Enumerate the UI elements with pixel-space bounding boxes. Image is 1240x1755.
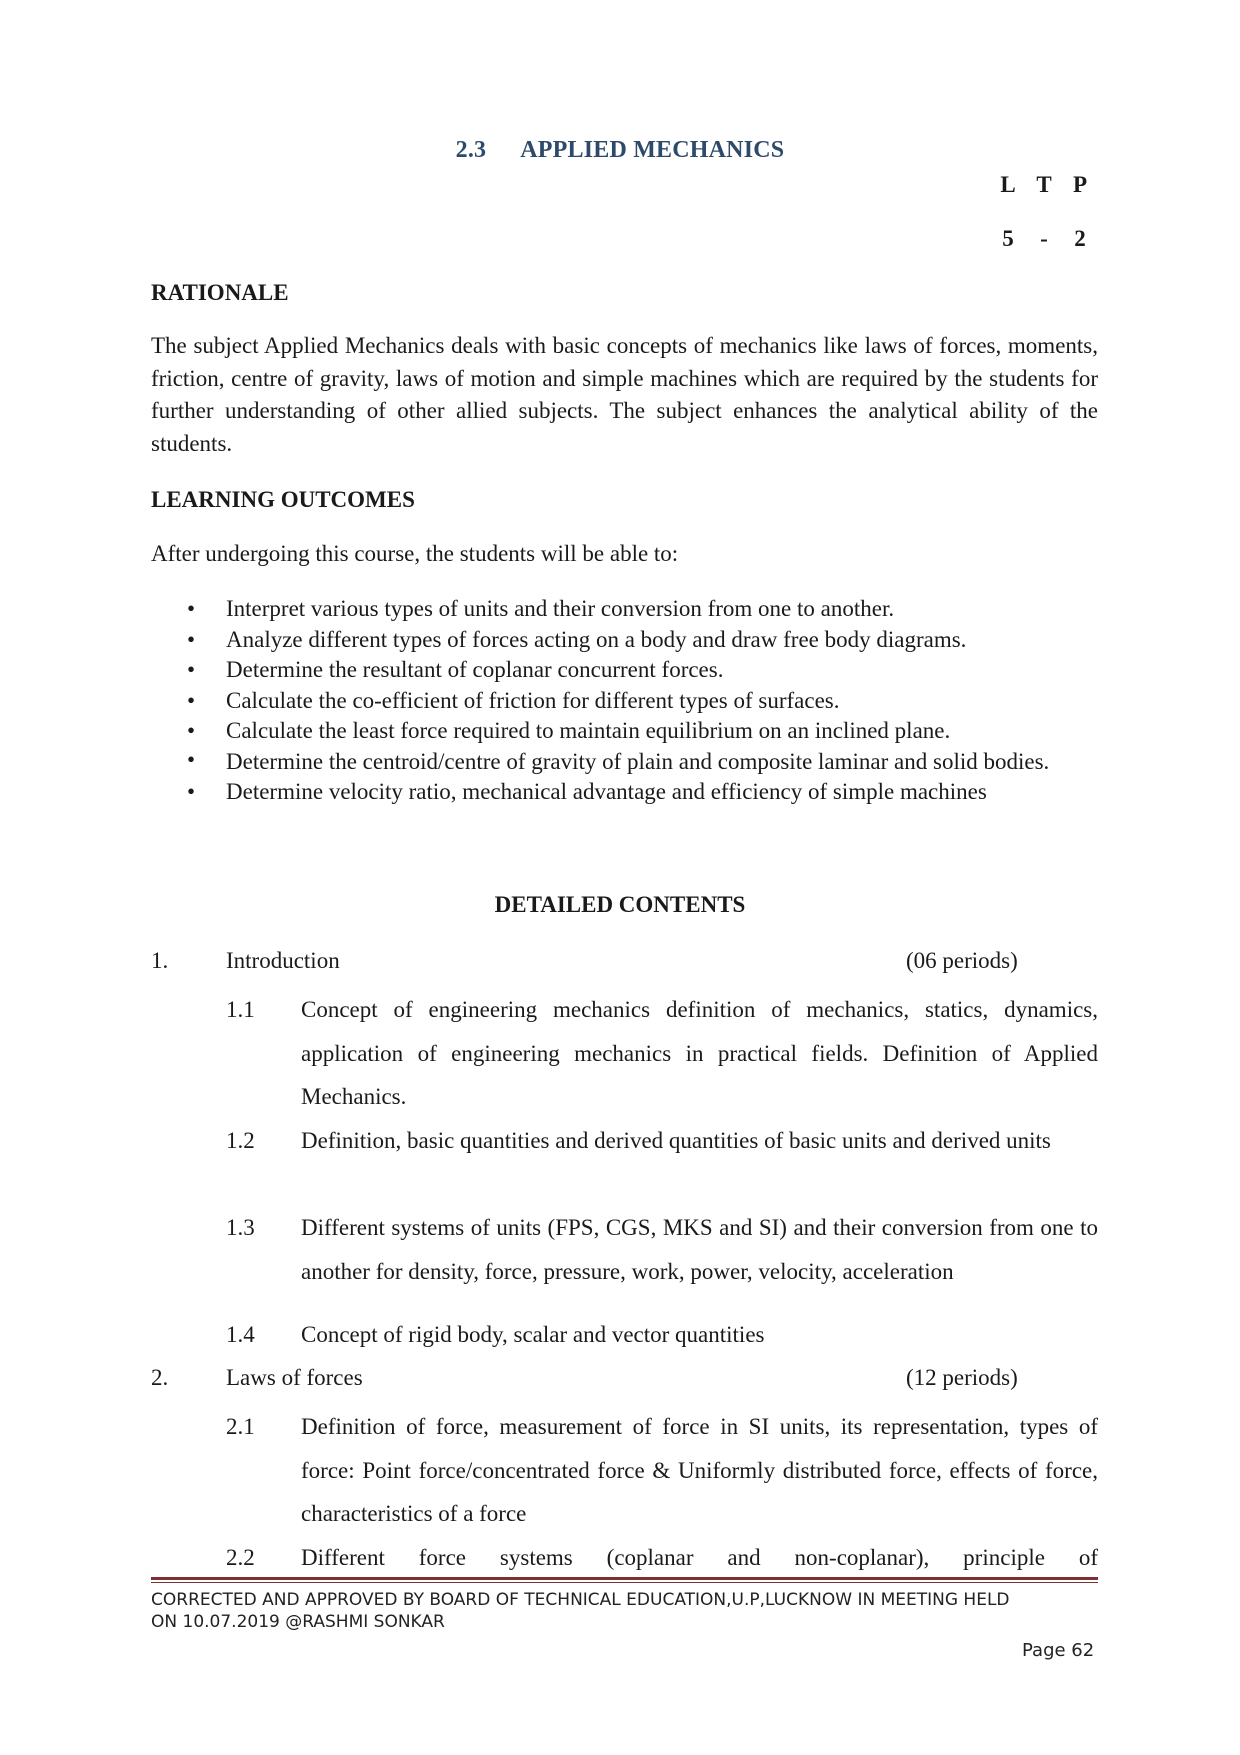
topic-number: 2.2 bbox=[226, 1545, 255, 1570]
topic-text: Different force systems (coplanar and non-coplanar), principle of bbox=[301, 1545, 1098, 1570]
topic-number: 2.1 bbox=[226, 1414, 255, 1439]
topic-item bbox=[226, 988, 1098, 1119]
detailed-contents-heading: DETAILED CONTENTS bbox=[494, 892, 746, 917]
learning-outcomes-heading: LEARNING OUTCOMES bbox=[151, 487, 415, 512]
footer-rule bbox=[151, 1577, 1098, 1580]
ltp-value-p: 2 bbox=[1074, 226, 1086, 251]
bullet-icon: • bbox=[187, 596, 196, 621]
section-number: 2.3 bbox=[455, 137, 487, 163]
ltp-values bbox=[990, 226, 1100, 252]
outcome-item bbox=[151, 594, 1098, 625]
unit-number: 2. bbox=[151, 1365, 169, 1390]
unit-row bbox=[151, 1365, 1111, 1395]
outcome-text: Calculate the co-efficient of friction for different types of surfaces. bbox=[226, 687, 840, 713]
unit-row bbox=[151, 948, 1111, 978]
ltp-value-t: - bbox=[1040, 226, 1048, 251]
outcome-text: Interpret various types of units and their conversion from one to another. bbox=[226, 596, 895, 621]
outcome-text: Analyze different types of forces acting on a body and draw free body diagrams. bbox=[226, 626, 967, 652]
bullet-icon: • bbox=[187, 718, 196, 743]
page-number: Page 62 bbox=[1022, 1640, 1095, 1661]
outcome-item bbox=[151, 686, 1098, 717]
topic-item bbox=[226, 1313, 1098, 1357]
topic-text: Concept of engineering mechanics definition of mechanics, statics, dynamics, application of engineering mechanics in practical fields. Definition of Applied Mechanics. bbox=[301, 997, 1098, 1109]
topic-item bbox=[226, 1206, 1098, 1293]
rationale-heading: RATIONALE bbox=[151, 280, 289, 305]
rationale-text: The subject Applied Mechanics deals with basic concepts of mechanics like laws of forces, moments, friction, centre of gravity, laws of motion and simple machines which are required by the students for further understanding of other allied subjects. The subject enhances the analytical ability of the students. bbox=[151, 333, 1098, 456]
bullet-icon: • bbox=[187, 778, 196, 804]
bullet-icon: • bbox=[187, 626, 196, 652]
bullet-icon: • bbox=[187, 657, 196, 682]
footer-rule-thin bbox=[151, 1582, 1098, 1583]
topic-text: Definition of force, measurement of force in SI units, its representation, types of force: Point force/concentrated force & Uniformly distributed force, effects of force, characteristics of a force bbox=[301, 1414, 1098, 1526]
topic-number: 1.4 bbox=[226, 1322, 255, 1347]
topic-text: Different systems of units (FPS, CGS, MKS and SI) and their conversion from one to another for density, force, pressure, work, power, velocity, acceleration bbox=[301, 1215, 1098, 1284]
topic-item bbox=[226, 1119, 1098, 1163]
bullet-icon: • bbox=[187, 746, 196, 772]
learning-outcomes-intro: After undergoing this course, the students will be able to: bbox=[151, 541, 679, 566]
ltp-header-t: T bbox=[1036, 172, 1052, 197]
unit-periods: (06 periods) bbox=[906, 948, 1018, 973]
unit-title: Laws of forces bbox=[226, 1365, 363, 1390]
page-title bbox=[0, 137, 1240, 164]
topic-number: 1.1 bbox=[226, 997, 255, 1022]
footer-line-1: CORRECTED AND APPROVED BY BOARD OF TECHNICAL EDUCATION,U.P,LUCKNOW IN MEETING HELD bbox=[151, 1590, 1010, 1610]
outcome-item bbox=[151, 655, 1098, 686]
ltp-header-l: L bbox=[1000, 172, 1016, 197]
outcome-text: Determine the resultant of coplanar concurrent forces. bbox=[226, 657, 724, 682]
ltp-value-l: 5 bbox=[1002, 226, 1014, 251]
outcome-item bbox=[151, 716, 1098, 747]
footer-line-2: ON 10.07.2019 @RASHMI SONKAR bbox=[151, 1612, 445, 1632]
unit-title: Introduction bbox=[226, 948, 340, 973]
footer-note bbox=[151, 1589, 1111, 1633]
topic-text: Definition, basic quantities and derived quantities of basic units and derived units bbox=[301, 1128, 1051, 1153]
bullet-icon: • bbox=[187, 687, 196, 713]
outcome-item bbox=[151, 625, 1098, 656]
topic-item bbox=[226, 1536, 1098, 1580]
section-title: APPLIED MECHANICS bbox=[520, 137, 785, 163]
topic-item bbox=[226, 1405, 1098, 1536]
outcome-text: Determine the centroid/centre of gravity of plain and composite laminar and solid bodies. bbox=[226, 748, 1050, 774]
outcome-text: Determine velocity ratio, mechanical advantage and efficiency of simple machines bbox=[226, 778, 987, 804]
topic-number: 1.2 bbox=[226, 1128, 255, 1153]
unit-periods: (12 periods) bbox=[906, 1365, 1018, 1390]
learning-outcomes-list bbox=[151, 594, 1098, 807]
outcome-item bbox=[151, 747, 1098, 777]
ltp-header-p: P bbox=[1072, 172, 1088, 197]
topic-text: Concept of rigid body, scalar and vector quantities bbox=[301, 1322, 765, 1347]
ltp-headers bbox=[990, 172, 1100, 198]
topic-number: 1.3 bbox=[226, 1215, 255, 1240]
outcome-item bbox=[151, 777, 1098, 808]
unit-number: 1. bbox=[151, 948, 169, 973]
outcome-text: Calculate the least force required to maintain equilibrium on an inclined plane. bbox=[226, 718, 951, 743]
